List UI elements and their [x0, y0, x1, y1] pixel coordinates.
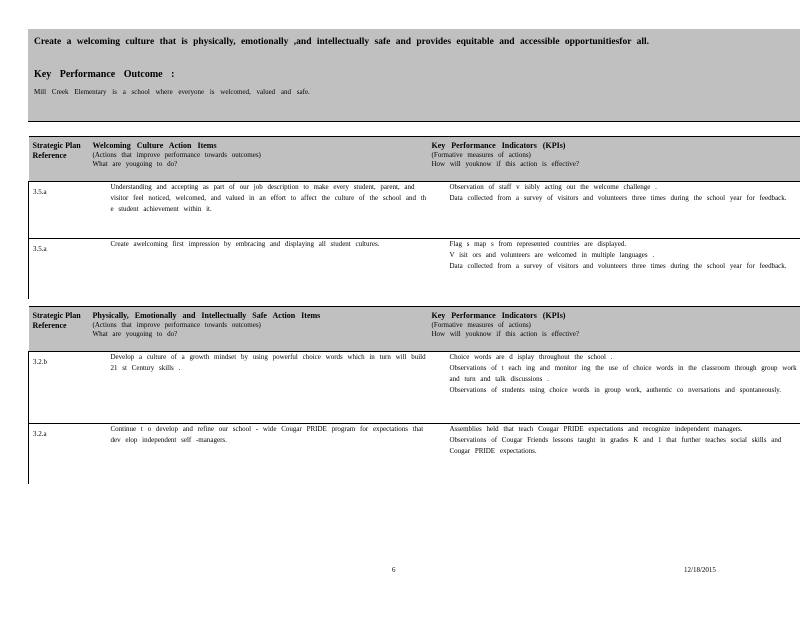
list-item: Observations of Cougar Friends lessons taught in grades K and 1 that further teaches social skills and Cougar PRIDE expectations.	[432, 435, 800, 457]
key-performance-outcome-label: Key Performance Outcome :	[34, 69, 175, 80]
action-items-header	[93, 307, 432, 352]
table-row	[29, 424, 800, 484]
list-item: Observations of t each ing and monitor ing the use of choice words in the classroom through group work and turn and talk discussions .	[432, 363, 800, 385]
bullet-icon	[432, 261, 450, 272]
kpi-title: Key Performance Indicators (KPIs)	[431, 141, 566, 150]
list-item: Flag s map s from represented countries are displayed.	[432, 239, 800, 250]
bullet-icon	[93, 182, 111, 215]
bullet-icon	[432, 182, 450, 193]
kpi-cell	[432, 182, 800, 239]
kpi-title: Key Performance Indicators (KPIs)	[431, 311, 566, 320]
goal-statement: Create a welcoming culture that is physically, emotionally ,and intellectually safe and provides equitable and accessible opportunitiesfor all.	[34, 37, 650, 47]
welcoming-culture-table	[28, 136, 800, 299]
action-items-title: Physically, Emotionally and Intellectually Safe Action Items	[92, 311, 321, 320]
bullet-icon	[93, 239, 111, 250]
strategic-plan-reference-header: Strategic Plan Reference	[29, 307, 93, 352]
list-item: Data collected from a survey of visitors and volunteers three times during the school year for feedback.	[432, 193, 800, 204]
page-number: 6	[392, 566, 396, 574]
list-item: Data collected from a survey of visitors and volunteers three times during the school year for feedback.	[432, 261, 800, 272]
reference-cell: 3.5.a	[29, 182, 93, 239]
bullet-icon	[432, 424, 450, 435]
table-header	[29, 307, 800, 352]
list-item: Choice words are d isplay throughout the school .	[432, 352, 800, 363]
bullet-icon	[432, 435, 450, 457]
bullet-icon	[432, 250, 450, 261]
table-row	[29, 239, 800, 299]
kpi-cell	[432, 352, 800, 424]
list-item: Observation of staff v isibly acting out the welcome challenge .	[432, 182, 800, 193]
table-row	[29, 352, 800, 424]
bullet-icon	[93, 352, 111, 374]
bullet-icon	[432, 385, 450, 396]
kpi-cell	[432, 424, 800, 484]
action-items-title: Welcoming Culture Action Items	[92, 141, 217, 150]
kpi-header	[432, 137, 800, 182]
safe-action-items-table	[28, 306, 800, 484]
bullet-icon	[432, 363, 450, 385]
kpi-subtitle: (Formative measures of actions)	[431, 321, 531, 329]
action-items-question: What are yougoing to do?	[92, 160, 178, 168]
action-items-subtitle: (Actions that improve performance towards outcomes)	[92, 321, 261, 329]
goal-banner	[28, 29, 800, 122]
kpi-cell	[432, 239, 800, 299]
list-item: Create awelcoming first impression by embracing and displaying all student cultures.	[93, 239, 432, 250]
kpi-subtitle: (Formative measures of actions)	[431, 151, 531, 159]
kpi-question: How will youknow if this action is effective?	[431, 330, 579, 338]
bullet-icon	[432, 239, 450, 250]
strategic-plan-reference-header: Strategic Plan Reference	[29, 137, 93, 182]
action-cell	[93, 424, 432, 484]
reference-cell: 3.5.a	[29, 239, 93, 299]
action-cell	[93, 182, 432, 239]
bullet-icon	[432, 352, 450, 363]
footer-date: 12/18/2015	[684, 566, 716, 574]
action-items-question: What are yougoing to do?	[92, 330, 178, 338]
list-item: Assemblies held that teach Cougar PRIDE expectations and recognize independent managers.	[432, 424, 800, 435]
bullet-icon	[93, 424, 111, 446]
kpi-header	[432, 307, 800, 352]
table-header	[29, 137, 800, 182]
list-item: Continue t o develop and refine our school - wide Cougar PRIDE program for expectations that dev elop independent self -managers.	[93, 424, 432, 446]
reference-cell: 3.2.a	[29, 424, 93, 484]
bullet-icon	[432, 193, 450, 204]
list-item: Understanding and accepting as part of our job description to make every student, parent, and visitor feel noticed, welcomed, and valued in an effort to affect the culture of the school and th e student achievement within it.	[93, 182, 432, 215]
table-row	[29, 182, 800, 239]
kpi-question: How will youknow if this action is effective?	[431, 160, 579, 168]
reference-cell: 3.2.b	[29, 352, 93, 424]
action-items-subtitle: (Actions that improve performance towards outcomes)	[92, 151, 261, 159]
list-item: Develop a culture of a growth mindset by using powerful choice words which in turn will build 21 st Century skills .	[93, 352, 432, 374]
action-items-header	[93, 137, 432, 182]
action-cell	[93, 352, 432, 424]
list-item: Observations of students using choice words in group work, authentic co nversations and spontaneously.	[432, 385, 800, 396]
key-performance-outcome-text: Mill Creek Elementary is a school where everyone is welcomed, valued and safe.	[34, 88, 310, 96]
list-item: V isit ors and volunteers are welcomed in multiple languages .	[432, 250, 800, 261]
action-cell	[93, 239, 432, 299]
